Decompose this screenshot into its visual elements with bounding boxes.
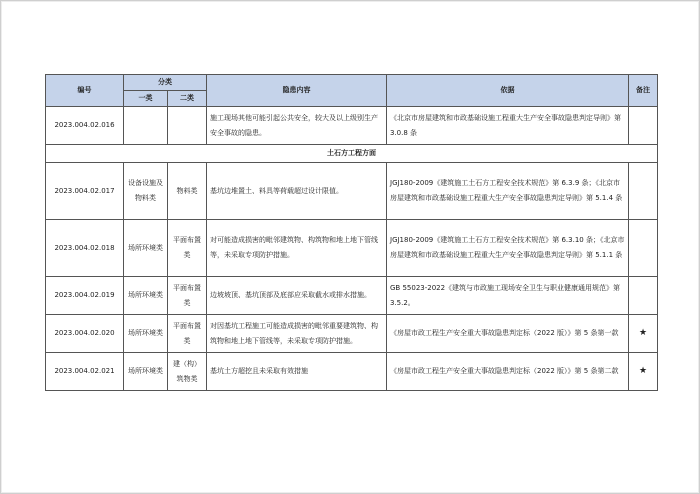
row-hazard: 基坑土方超挖且未采取有效措施 xyxy=(207,353,387,391)
section-header-row xyxy=(46,145,658,163)
row-basis: 《房屋市政工程生产安全重大事故隐患判定标（2022 版）》第 5 条第一款 xyxy=(387,315,629,353)
row-cat1: 场所环境类 xyxy=(124,277,168,315)
row-id: 2023.004.02.017 xyxy=(46,163,124,220)
row-cat2 xyxy=(168,107,207,145)
section-title: 土石方工程方面 xyxy=(46,145,658,163)
table-header xyxy=(46,75,658,107)
row-cat2: 平面布置类 xyxy=(168,315,207,353)
row-basis: 《北京市房屋建筑和市政基础设施工程重大生产安全事故隐患判定导则》第 3.0.8 条 xyxy=(387,107,629,145)
row-id: 2023.004.02.018 xyxy=(46,220,124,277)
table-row xyxy=(46,353,658,391)
hazard-table xyxy=(45,74,658,391)
row-cat1: 场所环境类 xyxy=(124,220,168,277)
row-basis: JGJ180-2009《建筑施工土石方工程安全技术规范》第 6.3.9 条；《北京市房屋建筑和市政基础设施工程重大生产安全事故隐患判定导则》第 5.1.4 条 xyxy=(387,163,629,220)
table-row xyxy=(46,107,658,145)
row-basis: GB 55023-2022《建筑与市政施工现场安全卫生与职业健康通用规范》第 3.5.2。 xyxy=(387,277,629,315)
row-note xyxy=(629,163,658,220)
header-note: 备注 xyxy=(629,75,658,107)
row-id: 2023.004.02.021 xyxy=(46,353,124,391)
row-cat2: 平面布置类 xyxy=(168,277,207,315)
row-cat1: 场所环境类 xyxy=(124,315,168,353)
row-note xyxy=(629,277,658,315)
row-basis: 《房屋市政工程生产安全重大事故隐患判定标（2022 版）》第 5 条第二款 xyxy=(387,353,629,391)
row-hazard: 对因基坑工程施工可能造成损害的毗邻重要建筑物、构筑物和地上地下管线等，未采取专项防护措施。 xyxy=(207,315,387,353)
row-note: ★ xyxy=(629,315,658,353)
header-cat2: 二类 xyxy=(168,91,207,107)
row-note xyxy=(629,220,658,277)
header-id: 编号 xyxy=(46,75,124,107)
row-hazard: 对可能造成损害的毗邻建筑物、构筑物和地上地下管线等，未采取专项防护措施。 xyxy=(207,220,387,277)
row-cat2: 平面布置类 xyxy=(168,220,207,277)
row-cat1 xyxy=(124,107,168,145)
row-hazard: 基坑边堆置土、料具等荷载超过设计限值。 xyxy=(207,163,387,220)
row-cat2: 物料类 xyxy=(168,163,207,220)
row-cat2: 建（构）筑物类 xyxy=(168,353,207,391)
table-row xyxy=(46,277,658,315)
row-hazard: 施工现场其他可能引起公共安全，较大及以上级别生产安全事故的隐患。 xyxy=(207,107,387,145)
table-row xyxy=(46,315,658,353)
row-hazard: 边坡坡顶、基坑顶部及底部应采取截水或排水措施。 xyxy=(207,277,387,315)
header-category: 分类 xyxy=(124,75,207,91)
row-note xyxy=(629,107,658,145)
row-id: 2023.004.02.020 xyxy=(46,315,124,353)
row-cat1: 设备设施及物料类 xyxy=(124,163,168,220)
header-hazard: 隐患内容 xyxy=(207,75,387,107)
row-cat1: 场所环境类 xyxy=(124,353,168,391)
row-basis: JGJ180-2009《建筑施工土石方工程安全技术规范》第 6.3.10 条；《北京市房屋建筑和市政基础设施工程重大生产安全事故隐患判定导则》第 5.1.1 条 xyxy=(387,220,629,277)
table-row xyxy=(46,220,658,277)
row-note: ★ xyxy=(629,353,658,391)
table-row xyxy=(46,163,658,220)
row-id: 2023.004.02.019 xyxy=(46,277,124,315)
header-cat1: 一类 xyxy=(124,91,168,107)
header-basis: 依据 xyxy=(387,75,629,107)
row-id: 2023.004.02.016 xyxy=(46,107,124,145)
